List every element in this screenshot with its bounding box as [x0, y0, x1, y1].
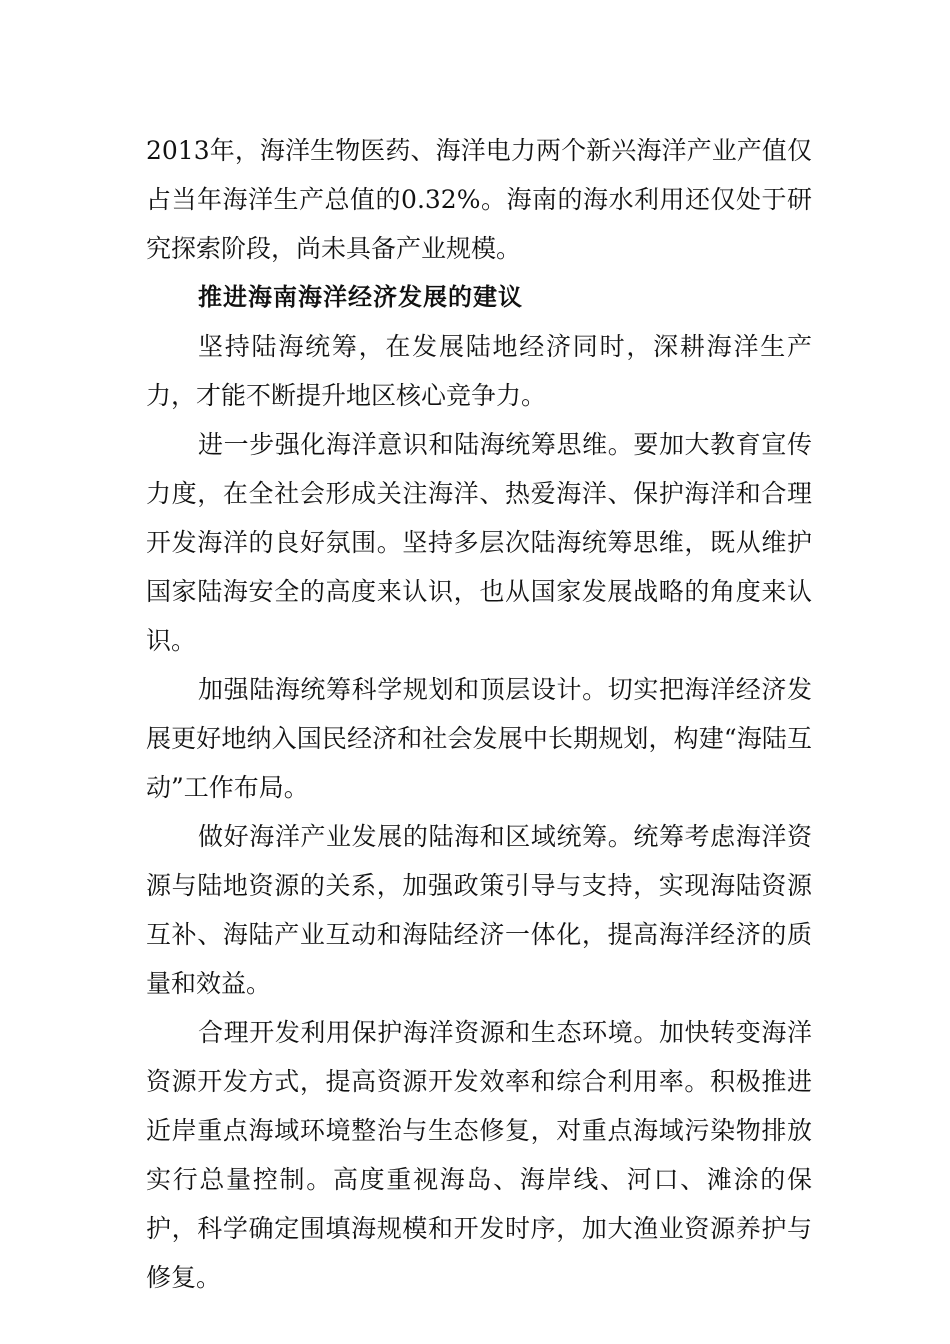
paragraph-awareness: 进一步强化海洋意识和陆海统筹思维。要加大教育宣传力度，在全社会形成关注海洋、热爱海洋、保护海洋和合理开发海洋的良好氛围。坚持多层次陆海统筹思维，既从维护国家陆海安全的高度来认识，也从国家发展战略的角度来认识。	[146, 430, 812, 655]
paragraph-intro: 坚持陆海统筹，在发展陆地经济同时，深耕海洋生产力，才能不断提升地区核心竞争力。	[146, 332, 812, 410]
section-heading: 推进海南海洋经济发展的建议	[198, 283, 523, 311]
document-body	[146, 126, 812, 1302]
paragraph-resources: 合理开发利用保护海洋资源和生态环境。加快转变海洋资源开发方式，提高资源开发效率和综合利用率。积极推进近岸重点海域环境整治与生态修复，对重点海域污染物排放实行总量控制。高度重视海岛、海岸线、河口、滩涂的保护，科学确定围填海规模和开发时序，加大渔业资源养护与修复。	[146, 1018, 812, 1292]
paragraph-industry: 做好海洋产业发展的陆海和区域统筹。统筹考虑海洋资源与陆地资源的关系，加强政策引导与支持，实现海陆资源互补、海陆产业互动和海陆经济一体化，提高海洋经济的质量和效益。	[146, 822, 812, 998]
paragraph-continuation: 2013年，海洋生物医药、海洋电力两个新兴海洋产业产值仅占当年海洋生产总值的0.32%。海南的海水利用还仅处于研究探索阶段，尚未具备产业规模。	[146, 136, 812, 263]
paragraph-planning: 加强陆海统筹科学规划和顶层设计。切实把海洋经济发展更好地纳入国民经济和社会发展中长期规划，构建“海陆互动”工作布局。	[146, 675, 812, 802]
